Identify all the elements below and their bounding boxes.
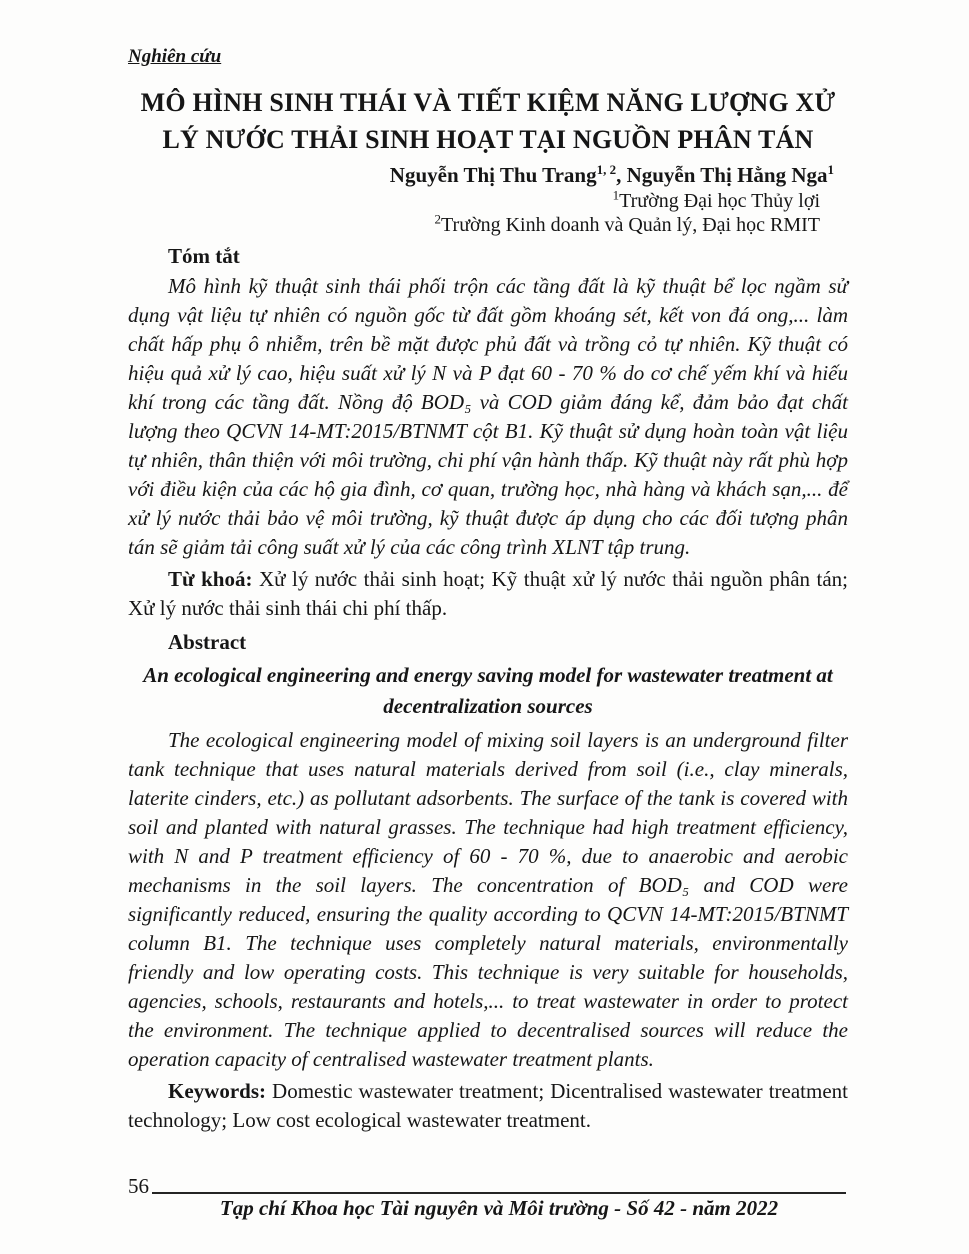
footer-rule bbox=[152, 1192, 846, 1194]
category-label: Nghiên cứu bbox=[128, 46, 222, 67]
keywords-en-label: Keywords: bbox=[168, 1079, 266, 1103]
affiliation-2-text: Trường Kinh doanh và Quản lý, Đại học RMIT bbox=[441, 214, 820, 236]
author-2-affil-marker: 1 bbox=[827, 162, 834, 177]
affiliation-2-marker: 2 bbox=[434, 211, 442, 227]
paper-title: MÔ HÌNH SINH THÁI VÀ TIẾT KIỆM NĂNG LƯỢNG XỬ LÝ NƯỚC THẢI SINH HOẠT TẠI NGUỒN PHÂN TÁN bbox=[140, 88, 836, 154]
abstract-vi-text: Mô hình kỹ thuật sinh thái phối trộn các tầng đất là kỹ thuật bể lọc ngầm sử dụng vật liệu tự nhiên có nguồn gốc từ đất gồm khoáng sét, kết von đá ong,... làm chất hấp phụ ô nhiễm, trên bề mặt được phủ đất và trồng cỏ tự nhiên. Kỹ thuật có hiệu quả xử lý cao, hiệu suất xử lý N và P đạt 60 - 70 % do cơ chế yếm khí và hiếu khí trong các tầng đất. Nồng độ BOD₅ và COD giảm đáng kể, đảm bảo đạt chất lượng theo QCVN 14-MT:2015/BTNMT cột B1. Kỹ thuật sử dụng hoàn toàn vật liệu tự nhiên, thân thiện với môi trường, chi phí vận hành thấp. Kỹ thuật này rất phù hợp với điều kiện của các hộ gia đình, cơ quan, trường học, nhà hàng và khách sạn,... để xử lý nước thải bảo vệ môi trường, kỹ thuật được áp dụng cho các đối tượng phân tán sẽ giảm tải công suất xử lý của các công trình XLNT tập trung. bbox=[128, 274, 848, 559]
abstract-en-text: The ecological engineering model of mixing soil layers is an underground filter tank technique that uses natural materials derived from soil (i.e., clay minerals, laterite cinders, etc.) as pollutant adsorbents. The surface of the tank is covered with soil and planted with natural grasses. The technique had high treatment efficiency, with N and P treatment efficiency of 60 - 70 %, due to anaerobic and aerobic mechanisms in the soil layers. The concentration of BOD₅ and COD were significantly reduced, ensuring the quality according to QCVN 14-MT:2015/BTNMT column B1. The technique uses completely natural materials, environmentally friendly and low operating costs. This technique is very suitable for households, agencies, schools, restaurants and hotels,... to treat wastewater in order to protect the environment. The technique applied to decentralised sources will reduce the operation capacity of centralised wastewater treatment plants. bbox=[128, 728, 848, 1071]
keywords-en bbox=[128, 1077, 848, 1135]
author-1-affil-marker: 1, 2 bbox=[596, 162, 617, 177]
keywords-vi-text: Xử lý nước thải sinh hoạt; Kỹ thuật xử lý nước thải nguồn phân tán; Xử lý nước thải sinh thái chi phí thấp. bbox=[128, 567, 848, 620]
keywords-vi bbox=[128, 565, 848, 623]
page-number: 56 bbox=[128, 1174, 149, 1198]
keywords-vi-label: Từ khoá: bbox=[168, 567, 253, 591]
author-line bbox=[128, 162, 848, 189]
affiliation-2 bbox=[128, 213, 848, 237]
author-separator: , bbox=[616, 163, 627, 187]
affiliation-1 bbox=[128, 189, 848, 213]
english-title: An ecological engineering and energy saving model for wastewater treatment at decentralization sources bbox=[143, 663, 833, 718]
affiliation-1-marker: 1 bbox=[612, 187, 620, 203]
affiliation-1-text: Trường Đại học Thủy lợi bbox=[619, 190, 820, 212]
journal-footer: Tạp chí Khoa học Tài nguyên và Môi trường - Số 42 - năm 2022 bbox=[219, 1196, 779, 1220]
abstract-vi-heading: Tóm tắt bbox=[168, 244, 240, 268]
author-1: Nguyễn Thị Thu Trang$^{1, 2}$ bbox=[389, 162, 617, 187]
keywords-en-text: Domestic wastewater treatment; Dicentralised wastewater treatment technology; Low cost ecological wastewater treatment. bbox=[128, 1079, 848, 1132]
abstract-en-heading: Abstract bbox=[168, 630, 247, 654]
page-footer bbox=[0, 1172, 969, 1242]
author-2: Nguyễn Thị Hằng Nga$^1$ bbox=[626, 162, 834, 187]
page-content bbox=[128, 46, 848, 1135]
